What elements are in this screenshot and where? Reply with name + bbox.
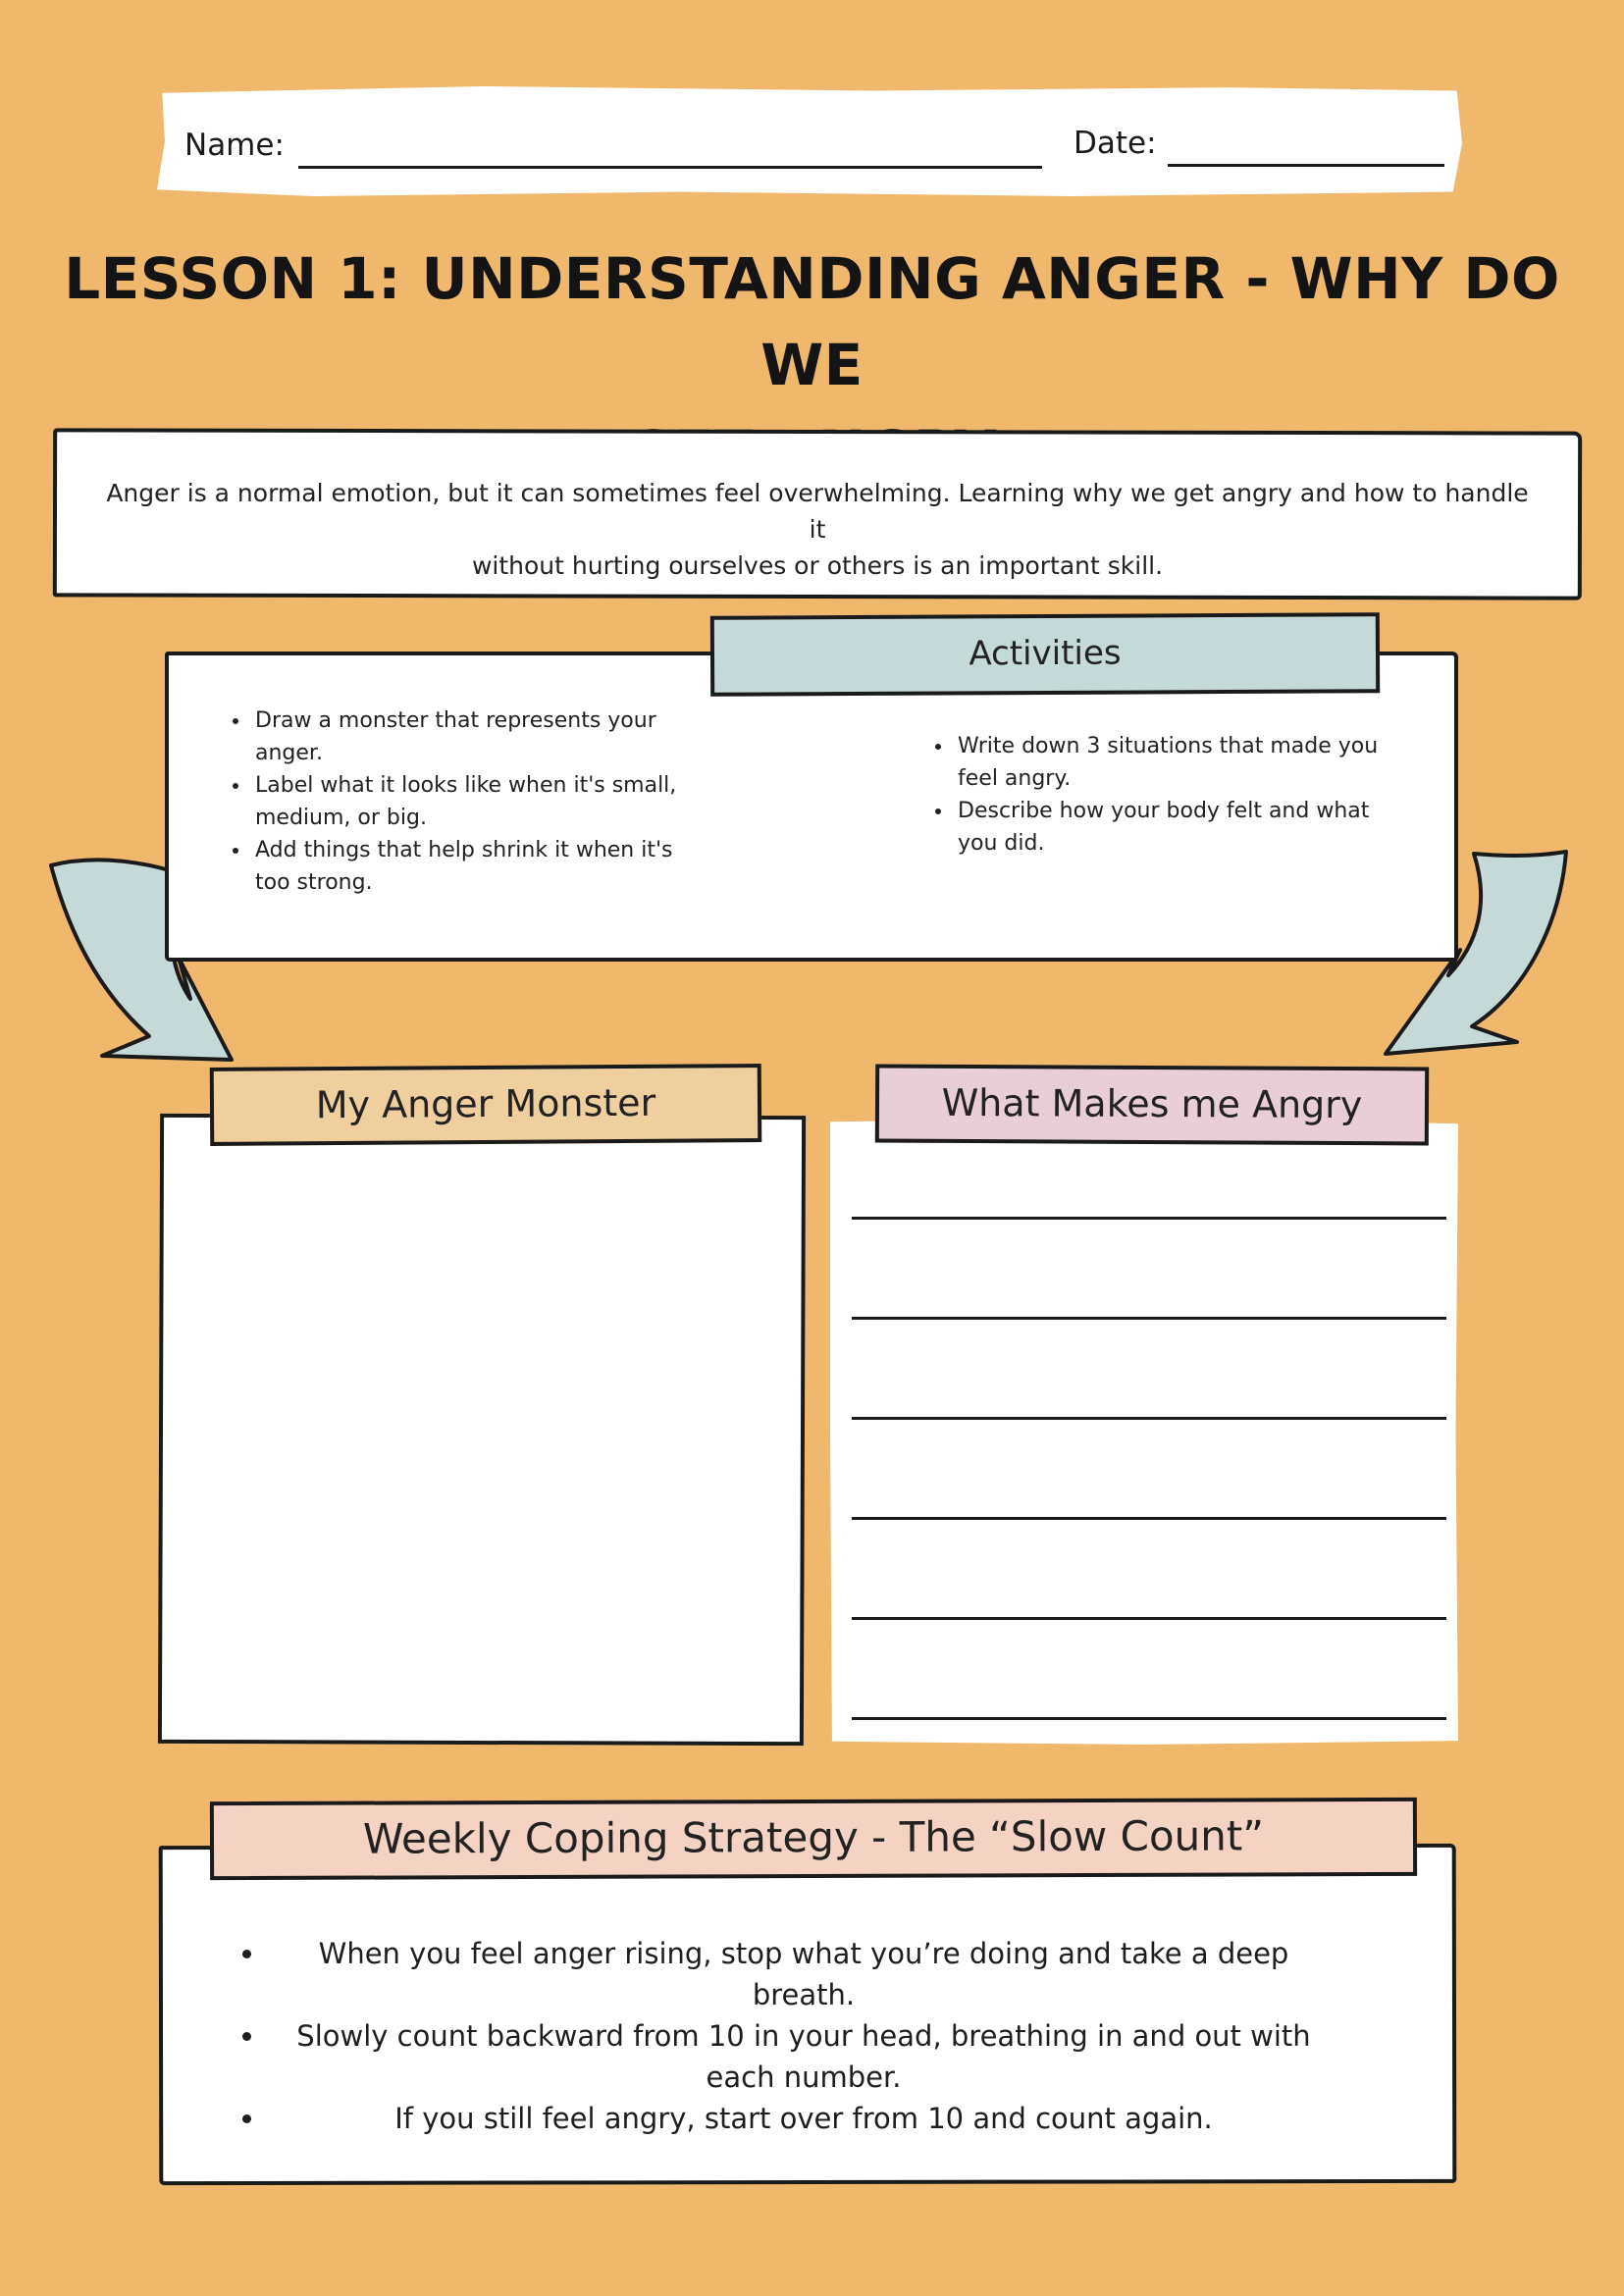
monster-heading: My Anger Monster	[210, 1064, 762, 1146]
writing-line[interactable]	[852, 1617, 1446, 1620]
activities-left-list	[220, 704, 710, 899]
angry-writing-area	[830, 1119, 1458, 1745]
list-item: • Describe how your body felt and what you did.	[954, 795, 1384, 860]
writing-line[interactable]	[852, 1317, 1446, 1320]
name-label: Name:	[184, 128, 285, 163]
monster-drawing-area[interactable]	[158, 1114, 806, 1746]
list-item: • Label what it looks like when it's small, medium, or big.	[251, 769, 710, 834]
page-title-line-1: LESSON 1: UNDERSTANDING ANGER - WHY DO WE	[64, 245, 1560, 398]
date-label: Date:	[1074, 126, 1157, 161]
writing-line[interactable]	[852, 1417, 1446, 1420]
intro-line-2: without hurting ourselves or others is an important skill.	[471, 551, 1164, 580]
list-item: • If you still feel angry, start over from 10 and count again.	[267, 2098, 1336, 2139]
list-item: • Slowly count backward from 10 in your head, breathing in and out with each number.	[267, 2015, 1336, 2098]
coping-heading: Weekly Coping Strategy - The “Slow Count”	[210, 1798, 1417, 1880]
writing-line[interactable]	[852, 1217, 1446, 1220]
list-item: • Draw a monster that represents your anger.	[251, 704, 710, 769]
writing-line[interactable]	[852, 1517, 1446, 1520]
activities-right-list	[922, 730, 1384, 860]
activities-heading: Activities	[710, 612, 1380, 697]
list-item: • Write down 3 situations that made you feel angry.	[954, 730, 1384, 795]
writing-line[interactable]	[852, 1717, 1446, 1720]
coping-list	[257, 1933, 1336, 2139]
angry-heading: What Makes me Angry	[875, 1065, 1429, 1146]
list-item: • Add things that help shrink it when it's too strong.	[251, 834, 710, 899]
intro-line-1: Anger is a normal emotion, but it can sometimes feel overwhelming. Learning why we get angry and how to handle it	[106, 479, 1529, 544]
list-item: • When you feel anger rising, stop what you’re doing and take a deep breath.	[267, 1933, 1336, 2015]
